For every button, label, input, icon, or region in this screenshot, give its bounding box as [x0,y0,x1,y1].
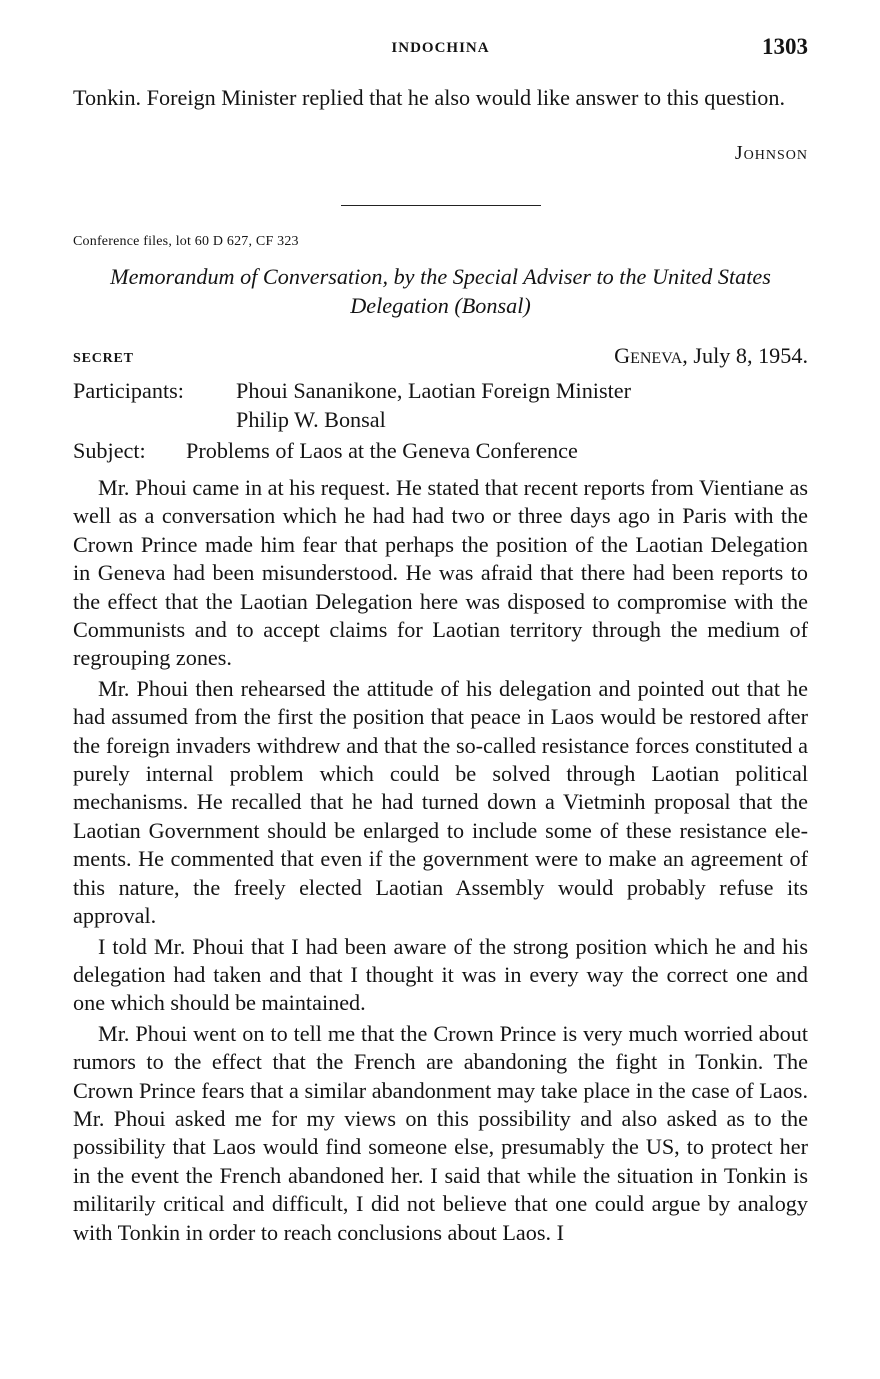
subject-label: Subject: [73,438,146,463]
running-title: INDOCHINA [391,40,490,56]
participant: Philip W. Bonsal [236,407,386,432]
dateline-place: Geneva [614,343,683,368]
participant: Phoui Sananikone, Laotian Foreign Minister [236,378,632,403]
participants-label: Participants: [73,378,184,403]
previous-document-closing-text: Tonkin. Foreign Minister replied that he also would like answer to this question. [73,85,786,110]
body-paragraph: Mr. Phoui went on to tell me that the Crown Prince is very much worried about rumors to the effect that the French are abandoning the fight in Tonkin. The Crown Prince fears that a similar abandonment may take place in the case of Laos. Mr. Phoui asked me for my views on this possibility and also asked as to the possibility that Laos would find someone else, presumably the US, to protect her in the event the French abandoned her. I said that while the situation in Tonkin is militarily critical and difficult, I did not believe that one could argue by analogy with Tonkin in order to reach conclusions about Laos. I [73,1020,808,1245]
signature: Johnson [734,142,808,164]
dateline-date: , July 8, 1954. [682,343,808,368]
classification-marking: SECRET [73,351,134,366]
page-number: 1303 [762,34,808,59]
subject-value: Problems of Laos at the Geneva Conference [186,438,578,463]
document-title: Memorandum of Conversation, by the Special Adviser to the United States Delegation (Bonsal) [110,264,771,318]
body-paragraph: Mr. Phoui came in at his request. He stated that recent reports from Vientiane as well as a conversation which he had had two or three days ago in Paris with the Crown Prince made him fear that perhaps the position of the Laotian Delegation in Geneva had been misunderstood. He was afraid that there had been reports to the effect that the Laotian Delegation here was disposed to compromise with the Communists and to accept claims for Laotian territory through the medium of regrouping zones. [73,475,808,671]
section-divider [341,205,541,206]
dateline [614,343,808,369]
body-paragraph: Mr. Phoui then rehearsed the attitude of his delegation and pointed out that he had assumed from the first the position that peace in Laos would be restored after the foreign invaders withdrew and that the so-called resistance forces constituted a purely internal problem which could be solved through Laotian political mechanisms. He recalled that he had turned down a Vietminh proposal that the Laotian Government should be enlarged to include some of these resistance elements. He commented that even if the government were to make an agreement of this nature, the freely elected Laotian Assembly would probably refuse its approval. [73,675,808,929]
memorandum-body [73,474,808,1247]
running-head [73,34,808,64]
participants-list [236,376,631,434]
source-note: Conference files, lot 60 D 627, CF 323 [73,234,299,249]
body-paragraph: I told Mr. Phoui that I had been aware of the strong position which he and his delegation had taken and that I thought it was in every way the correct one and one which should be maintained. [73,933,808,1016]
